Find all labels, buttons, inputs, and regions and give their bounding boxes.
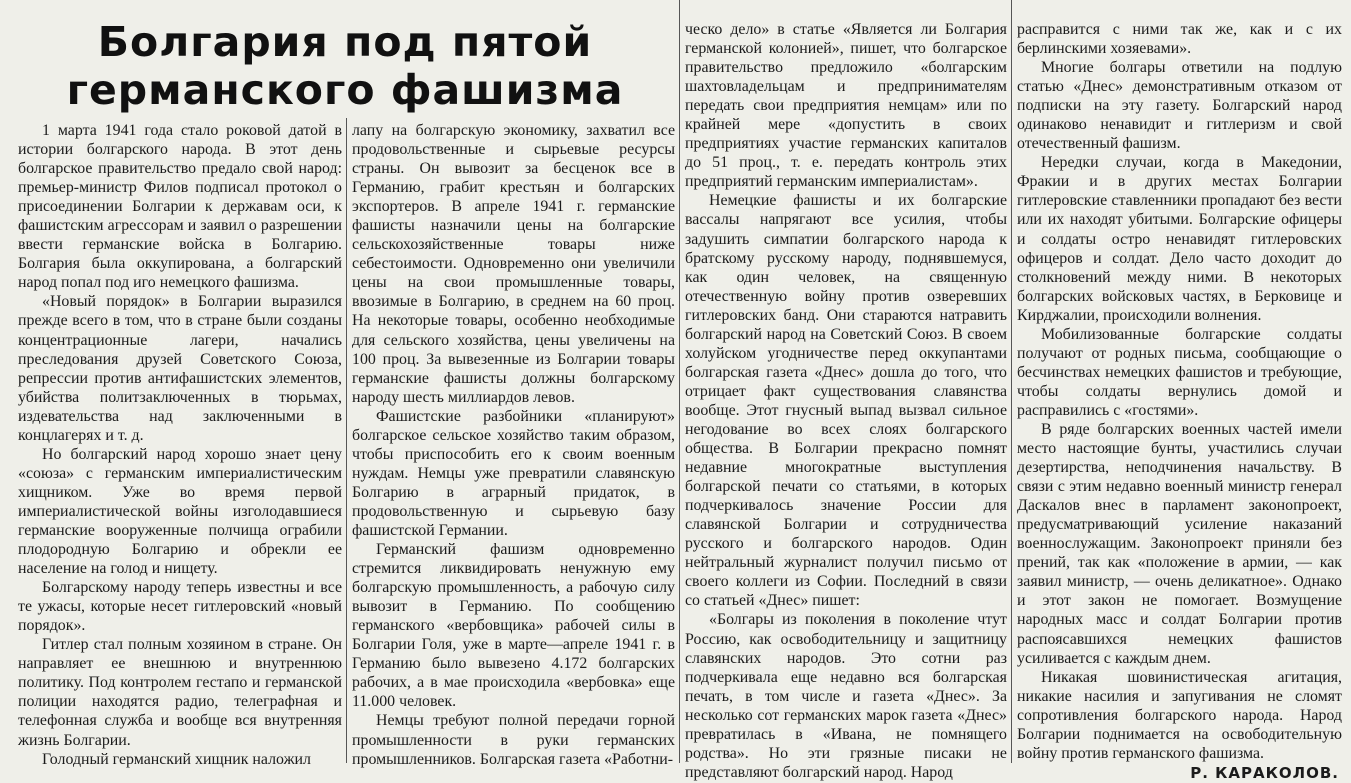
column-divider [679, 0, 680, 763]
paragraph: Болгарскому народу теперь известны и все те ужасы, которые несет гитлеровский «новый порядок». [18, 579, 342, 635]
paragraph: Многие болгары ответили на подлую статью «Днес» демонстративным отказом от подписки на эту газету. Болгарский народ одинаково ненавидит и гитлеризм и свой отечественный фашизм. [1017, 59, 1342, 153]
paragraph: Германский фашизм одновременно стремится ликвидировать ненужную ему болгарскую промышленность, а рабочую силу вывозит в Германию. По сообщению германского «вербовщика» рабочей силы в Болгарии Голя, уже в марте—апреле 1941 г. в Германию было вывезено 4.172 болгарских рабочих, а в мае происходила «вербовка» еще 11.000 человек. [352, 541, 675, 711]
paragraph: Фашистские разбойники «планируют» болгарское сельское хозяйство таким образом, чтобы приспособить его к своим военным нуждам. Немцы уже превратили славянскую Болгарию в аграрный придаток, в продовольственную и сырьевую базу фашистской Германии. [352, 407, 675, 539]
headline-line-2: германского фашизма [66, 66, 624, 114]
paragraph: Но болгарский народ хорошо знает цену «союза» с германским империалистическим хищником. Уже во время первой империалистической войны изголодавшиеся германские вооруженные полчища ограбили плодородную Болгарию и обрекли ее население на голод и нищету. [18, 445, 342, 578]
paragraph: Немецкие фашисты и их болгарские вассалы напрягают все усилия, чтобы задушить симпатии болгарского народа к братскому русскому народу, поднявшемуся, как один человек, на священную отечественную войну против озверевших гитлеровских банд. Они стараются натравить болгарский народ на Советский Союз. В своем холуйском угодничестве перед оккупантами болгарская газета «Днес» дошла до того, что отрицает факт существования славянства вообще. Этот гнусный выпад вызвал сильное негодование во всех слоях болгарского общества. В Болгарии прекрасно помнят недавние многократные выступления болгарской печати со статьями, в которых подчеркивалось значение России для славянской Болгарии и сотрудничества русского и болгарского народов. Один нейтральный журналист получил письмо от своего коллеги из Софии. Последний в связи со статьей «Днес» пишет: [685, 192, 1007, 610]
paragraph: Немцы требуют полной передачи горной промышленности в руки германских промышленников. Болгарская газета «Работни- [352, 712, 675, 768]
text-column-3 [685, 20, 1007, 781]
paragraph: Гитлер стал полным хозяином в стране. Он направляет ее внешнюю и внутреннюю политику. Под контролем гестапо и германской полиции находятся радио, телеграфная и телефонная служба и вообще вся внутренняя жизнь Болгарии. [18, 636, 342, 749]
text-column-1 [18, 121, 342, 768]
paragraph: Нередки случаи, когда в Македонии, Фракии и в других местах Болгарии гитлеровские ставленники пропадают без вести или их находят убитыми. Болгарские офицеры и солдаты остро ненавидят гитлеровских офицеров и солдат. Дело часто доходит до столкновений между ними. В некоторых болгарских войсковых частях, в Берковице и Кирджалии, происходили волнения. [1017, 154, 1342, 324]
paragraph: Мобилизованные болгарские солдаты получают от родных письма, сообщающие о бесчинствах немецких фашистов и требующие, чтобы солдаты вернулись домой и расправились с «гостями». [1017, 325, 1342, 419]
paragraph: «Новый порядок» в Болгарии выразился прежде всего в том, что в стране были созданы концентрационные лагери, начались преследования друзей Советского Союза, репрессии против антифашистских элементов, убийства политзаключенных в тюрьмах, издевательства над заключенными в концлагерях и т. д. [18, 293, 342, 444]
text-column-2 [352, 121, 675, 768]
article-headline [20, 18, 670, 114]
paragraph: Голодный германский хищник наложил [42, 750, 311, 768]
paragraph: 1 марта 1941 года стало роковой датой в истории болгарского народа. В этот день болгарское правительство предало свой народ: премьер-министр Филов подписал протокол о присоединении Болгарии к державам оси, к фашистским агрессорам и заявил о разрешении ввести германские войска в Болгарию. Болгария была оккупирована, а болгарский народ попал под иго немецкого фашизма. [18, 122, 342, 292]
headline-line-1: Болгария под пятой [97, 18, 593, 66]
author-signature: Р. КАРАКОЛОВ. [1190, 763, 1339, 782]
text-column-4 [1017, 20, 1342, 782]
paragraph-continued: лапу на болгарскую экономику, захватил все продовольственные и сырьевые ресурсы страны. Он вывозит за бесценок все в Германию, грабит крестьян и болгарских экспортеров. В апреле 1941 г. германские фашисты назначили цены на болгарские сельскохозяйственные товары ниже себестоимости. Одновременно они увеличили цены на свои промышленные товары, ввозимые в Болгарию, в среднем на 60 проц. На некоторые товары, особенно необходимые для сельского хозяйства, цены увеличены на 100 проц. За вывезенные из Болгарии товары германские фашисты должны болгарскому народу шесть миллиардов левов. [352, 122, 675, 406]
paragraph: В ряде болгарских военных частей имели место настоящие бунты, участились случаи дезертирства, неподчинения начальству. В связи с этим недавно военный министр генерал Даскалов внес в парламент законопроект, предусматривающий усиление наказаний военнослужащим. Законопроект приняли без прений, так как «положение в армии, — как заявил министр, — очень деликатное». Однако и этот закон не помогает. Возмущение народных масс и солдат Болгарии против распоясавшихся немецких фашистов усиливается с каждым днем. [1017, 420, 1342, 667]
paragraph: Никакая шовинистическая агитация, никакие насилия и запугивания не сломят сопротивления болгарского народа. Народ Болгарии поднимается на освободительную войну против германского фашизма. [1017, 668, 1342, 762]
paragraph: «Болгары из поколения в поколение чтут Россию, как освободительницу и защитницу славянских народов. Это сотни раз подчеркивала еще недавно вся болгарская печать, в том числе и газета «Днес». За несколько сот германских марок газета «Днес» превратилась в «Ивана, не помнящего родства». Но эти грязные писаки не представляют болгарский народ. Народ [685, 611, 1007, 781]
paragraph-continued: ческо дело» в статье «Является ли Болгария германской колонией», пишет, что болгарское правительство предложило «болгарским шахтовладельцам и предпринимателям передать свои предприятия немцам» или по крайней мере «допустить в своих предприятиях участие германских капиталов до 51 проц., т. е. передать контроль этих предприятий германским империалистам». [685, 21, 1007, 191]
column-divider [346, 118, 347, 763]
column-divider [1011, 0, 1012, 763]
paragraph-continued: расправится с ними так же, как и с их берлинскими хозяевами». [1017, 21, 1342, 58]
